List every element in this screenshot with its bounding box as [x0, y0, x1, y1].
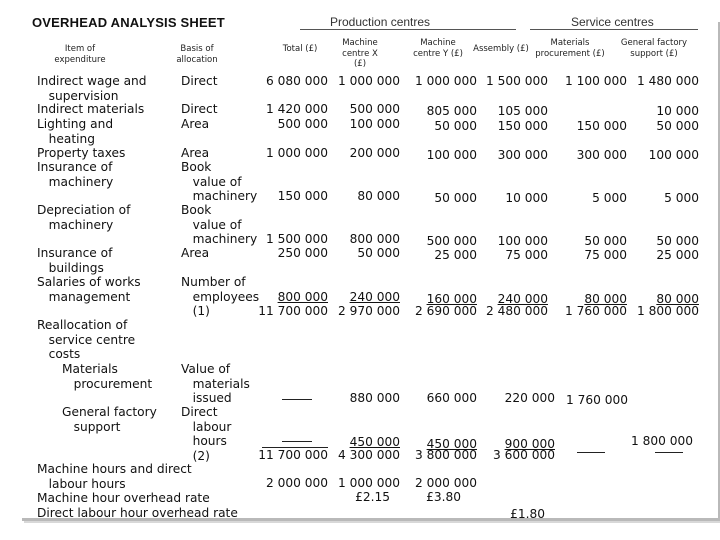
cell-assembly: 150 000	[497, 119, 548, 133]
cell-machine-y: 1 000 000	[414, 74, 477, 88]
cell-machine-x: 100 000	[349, 117, 400, 131]
cell-total: 1 420 000	[265, 102, 328, 116]
cell-machine-y: 2 000 000	[414, 476, 477, 490]
row-item: General factory support	[62, 405, 157, 434]
total-dash	[282, 399, 312, 400]
cell-machine-x: 1 000 000	[337, 74, 400, 88]
cell-assembly: 900 000	[504, 437, 555, 451]
cell-machine-y: 450 000	[426, 437, 477, 451]
header-assembly: Assembly (£)	[473, 44, 529, 54]
cell-total: 1 000 000	[265, 146, 328, 160]
cell-general: 80 000	[656, 292, 699, 306]
production-centres-heading: Production centres	[330, 15, 431, 29]
row-basis: Book value of machinery	[181, 160, 258, 203]
cell-machine-x: 880 000	[349, 391, 400, 405]
cell-materials: 1 760 000	[566, 393, 629, 407]
row-basis: Direct	[181, 74, 218, 88]
cell-machine-y: 805 000	[426, 104, 477, 118]
subtotal-machine-y: 2 690 000	[414, 304, 477, 318]
row-item: Insurance of buildings	[37, 246, 113, 275]
cell-assembly: 10 000	[505, 191, 548, 205]
cell-general: 25 000	[656, 248, 699, 262]
general-dash	[655, 452, 683, 453]
cell-machine-x: 1 000 000	[337, 476, 400, 490]
subtotal-machine-y: 3 800 000	[414, 448, 477, 462]
cell-machine-x: 800 000	[349, 232, 400, 246]
row-basis: Book value of machinery	[181, 203, 258, 246]
header-machine-y: Machine centre Y (£)	[413, 38, 463, 59]
cell-materials: 1 100 000	[564, 74, 627, 88]
cell-machine-x: £2.15	[355, 490, 390, 504]
cell-total: 500 000	[277, 117, 328, 131]
row-basis: Direct	[181, 102, 218, 116]
header-basis: Basis of allocation	[176, 44, 218, 65]
cell-general: 1 800 000	[630, 434, 693, 448]
row-item: Depreciation of machinery	[37, 203, 131, 232]
cell-machine-x: 240 000	[349, 290, 400, 304]
cell-assembly: £1.80	[510, 507, 545, 521]
row-item: Property taxes	[37, 146, 126, 160]
cell-machine-y: £3.80	[426, 490, 461, 504]
cell-materials: 75 000	[584, 248, 627, 262]
cell-machine-y: 100 000	[426, 148, 477, 162]
cell-machine-x: 50 000	[357, 246, 400, 260]
cell-materials: 150 000	[576, 119, 627, 133]
cell-machine-y: 25 000	[434, 248, 477, 262]
cell-assembly: 75 000	[505, 248, 548, 262]
row-basis: Direct labour hours (2)	[181, 405, 232, 463]
row-basis: Area	[181, 146, 210, 160]
cell-total: 800 000	[277, 290, 328, 304]
row-item: Machine hour overhead rate	[37, 491, 210, 505]
header-item: Item of expenditure	[54, 44, 106, 65]
header-materials-procurement: Materials procurement (£)	[535, 38, 605, 59]
production-heading-rule	[300, 29, 516, 30]
service-centres-heading: Service centres	[571, 15, 654, 29]
row-item: Lighting and heating	[37, 117, 114, 146]
cell-machine-x: 450 000	[349, 435, 400, 449]
cell-machine-y: 50 000	[434, 119, 477, 133]
cell-assembly: 100 000	[497, 234, 548, 248]
cell-machine-x: 200 000	[349, 146, 400, 160]
subtotal-total: 11 700 000	[258, 448, 328, 462]
cell-total: 2 000 000	[265, 476, 328, 490]
cell-assembly: 1 500 000	[485, 74, 548, 88]
row-basis: Area	[181, 246, 210, 260]
subtotal-machine-x: 4 300 000	[337, 448, 400, 462]
cell-total: 250 000	[277, 246, 328, 260]
service-heading-rule	[530, 29, 698, 30]
cell-machine-y: 50 000	[434, 191, 477, 205]
row-basis: Number of employees (1)	[181, 275, 260, 318]
subtotal-assembly: 2 480 000	[485, 304, 548, 318]
row-item: Indirect materials	[37, 102, 145, 116]
row-basis: Area	[181, 117, 210, 131]
row-basis: Value of materials issued	[181, 362, 250, 405]
cell-materials: 5 000	[592, 191, 627, 205]
cell-assembly: 240 000	[497, 292, 548, 306]
row-item: Salaries of works management	[37, 275, 141, 304]
subtotal-total: 11 700 000	[258, 304, 328, 318]
cell-general: 100 000	[648, 148, 699, 162]
subtotal-machine-x: 2 970 000	[337, 304, 400, 318]
cell-machine-y: 500 000	[426, 234, 477, 248]
header-machine-x: Machine centre X (£)	[342, 38, 378, 69]
total-dash	[282, 441, 312, 442]
cell-total: 6 080 000	[265, 74, 328, 88]
subtotal-assembly: 3 600 000	[492, 448, 555, 462]
cell-general: 1 480 000	[636, 74, 699, 88]
cell-machine-x: 80 000	[357, 189, 400, 203]
cell-materials: 300 000	[576, 148, 627, 162]
row-item: Indirect wage and supervision	[37, 74, 147, 103]
cell-machine-y: 160 000	[426, 292, 477, 306]
cell-materials: 80 000	[584, 292, 627, 306]
cell-total: 150 000	[277, 189, 328, 203]
header-total: Total (£)	[282, 44, 318, 54]
row-item: Direct labour hour overhead rate	[37, 506, 238, 520]
cell-assembly: 220 000	[504, 391, 555, 405]
cell-assembly: 300 000	[497, 148, 548, 162]
reallocation-heading: Reallocation of service centre costs	[37, 318, 136, 361]
subtotal-general: 1 800 000	[636, 304, 699, 318]
row-item: Materials procurement	[62, 362, 153, 391]
cell-materials: 50 000	[584, 234, 627, 248]
row-item: Insurance of machinery	[37, 160, 114, 189]
cell-total: 1 500 000	[265, 232, 328, 246]
cell-machine-y: 660 000	[426, 391, 477, 405]
cell-machine-x: 500 000	[349, 102, 400, 116]
cell-general: 10 000	[656, 104, 699, 118]
row-item: Machine hours and direct labour hours	[37, 462, 192, 491]
cell-assembly: 105 000	[497, 104, 548, 118]
header-general-factory-support: General factory support (£)	[620, 38, 688, 59]
cell-general: 5 000	[664, 191, 699, 205]
subtotal-materials: 1 760 000	[564, 304, 627, 318]
sheet-title: OVERHEAD ANALYSIS SHEET	[32, 15, 225, 30]
materials-dash	[577, 452, 605, 453]
cell-general: 50 000	[656, 234, 699, 248]
cell-general: 50 000	[656, 119, 699, 133]
